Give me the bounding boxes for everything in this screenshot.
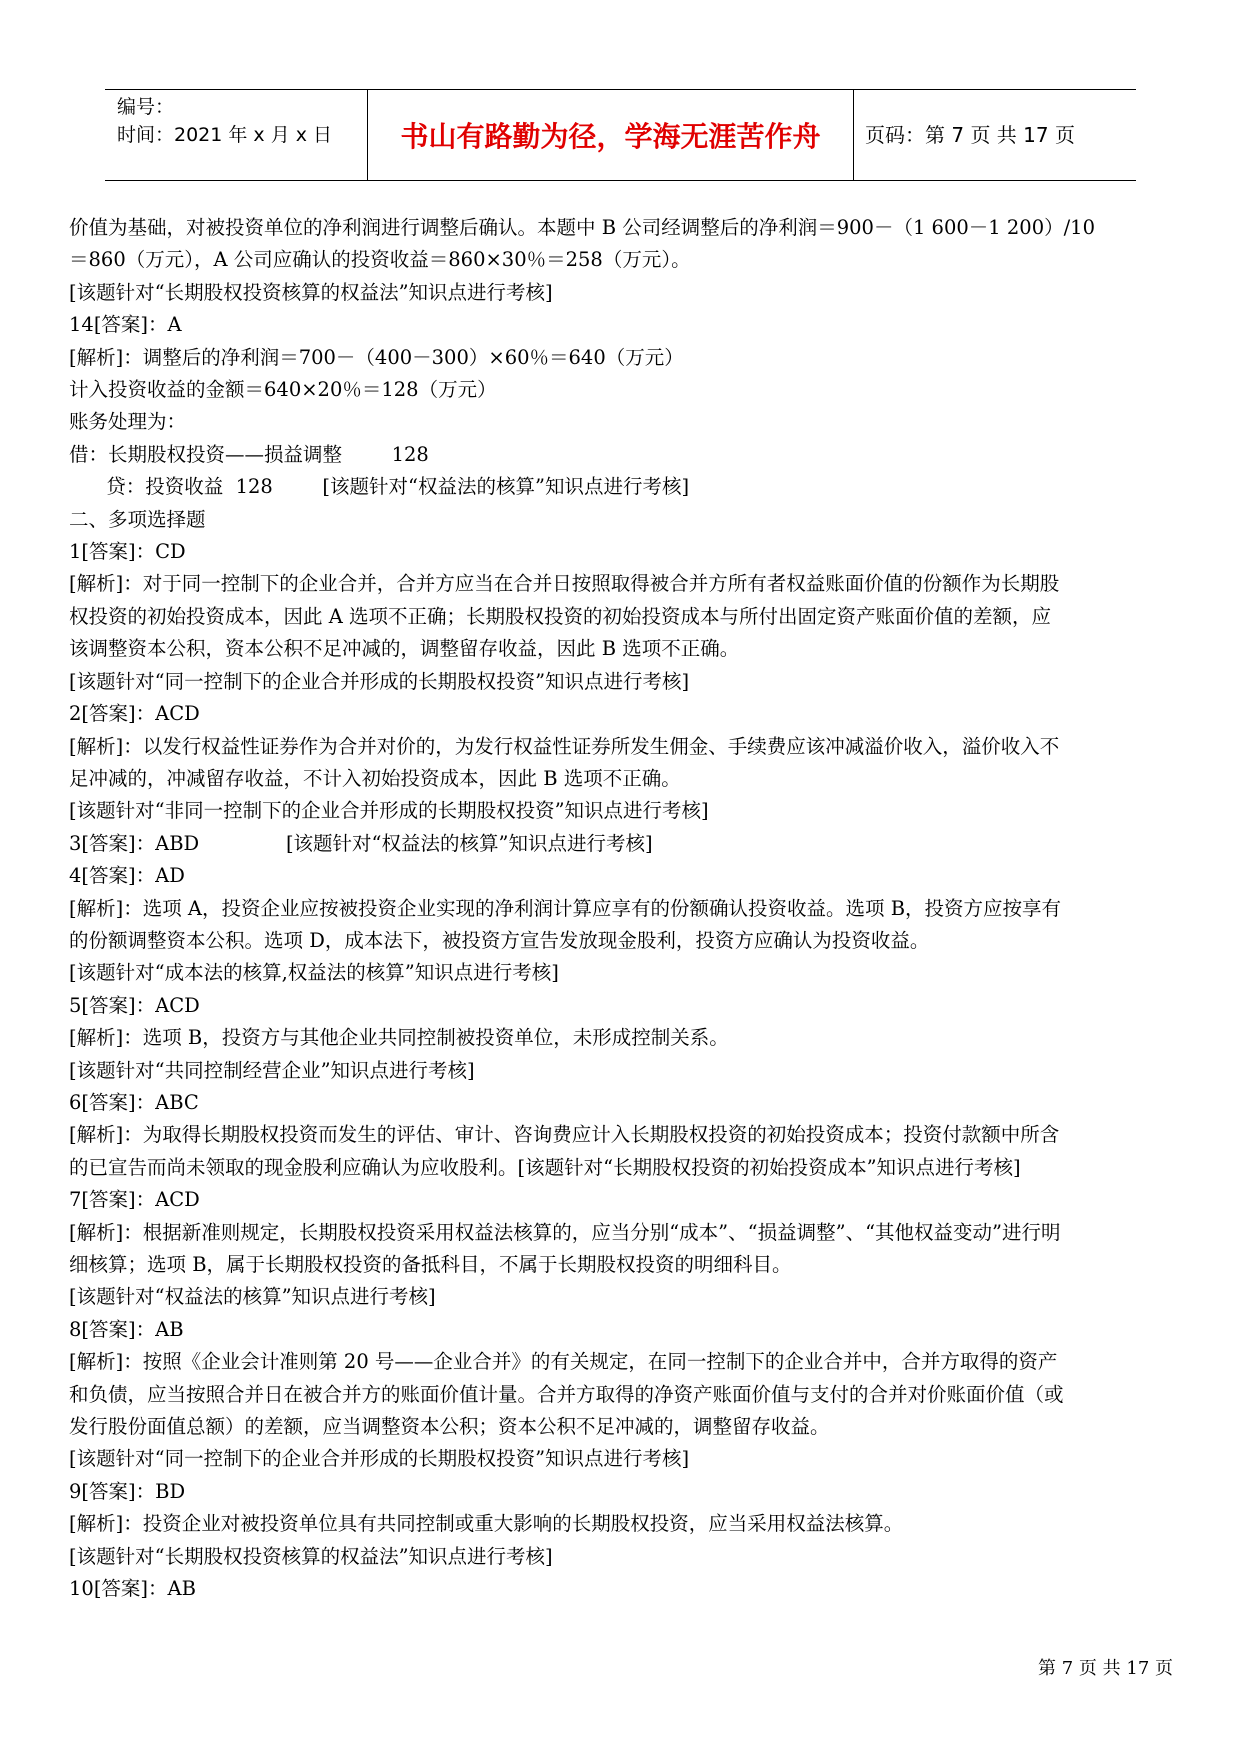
text-line: 的份额调整资本公积。选项 D，成本法下，被投资方宣告发放现金股利，投资方应确认为投资收益。 xyxy=(69,928,930,952)
text-line: 8[答案]：AB xyxy=(69,1317,184,1341)
text-line: [解析]：选项 B，投资方与其他企业共同控制被投资单位，未形成控制关系。 xyxy=(69,1026,729,1050)
text-line: 发行股份面值总额）的差额，应当调整资本公积；资本公积不足冲减的，调整留存收益。 xyxy=(69,1415,830,1439)
header-motto: 书山有路勤为径，学海无涯苦作舟 xyxy=(400,120,821,153)
text-line: 14[答案]：A xyxy=(69,313,182,337)
text-line: 价值为基础，对被投资单位的净利润进行调整后确认。本题中 B 公司经调整后的净利润＝900－（1 600－1 200）/10 xyxy=(69,216,1095,239)
text-line: 9[答案]：BD xyxy=(69,1479,186,1503)
text-line: [该题针对“同一控制下的企业合并形成的长期股权投资”知识点进行考核] xyxy=(69,1447,690,1471)
text-line: 账务处理为： xyxy=(69,410,187,434)
text-line: [该题针对“权益法的核算”知识点进行考核] xyxy=(69,1285,436,1309)
document-number-label: 编号： xyxy=(117,96,175,118)
text-line: [解析]：按照《企业会计准则第 20 号——企业合并》的有关规定，在同一控制下的企业合并中，合并方取得的资产 xyxy=(69,1350,1058,1374)
text-line: [该题针对“同一控制下的企业合并形成的长期股权投资”知识点进行考核] xyxy=(69,669,690,693)
text-line: 3[答案]：ABD [该题针对“权益法的核算”知识点进行考核] xyxy=(69,831,653,855)
document-body xyxy=(69,212,1179,1605)
text-line: [解析]：对于同一控制下的企业合并，合并方应当在合并日按照取得被合并方所有者权益账面价值的份额作为长期股 xyxy=(69,572,1060,596)
text-line: 和负债，应当按照合并日在被合并方的账面价值计量。合并方取得的净资产账面价值与支付的合并对价账面价值（或 xyxy=(69,1382,1064,1406)
text-line: 7[答案]：ACD xyxy=(69,1188,200,1212)
text-line: [该题针对“成本法的核算,权益法的核算”知识点进行考核] xyxy=(69,961,559,985)
text-line: [解析]：调整后的净利润＝700－（400－300）×60％＝640（万元） xyxy=(69,345,684,369)
header-top-rule xyxy=(105,89,1136,90)
text-line: 6[答案]：ABC xyxy=(69,1090,199,1114)
document-time-label: 时间：2021 年 x 月 x 日 xyxy=(117,124,333,146)
text-line: [该题针对“共同控制经营企业”知识点进行考核] xyxy=(69,1058,475,1082)
header-divider-right xyxy=(853,89,854,181)
text-line: [解析]：选项 A，投资企业应按被投资企业实现的净利润计算应享有的份额确认投资收益。选项 B，投资方应按享有 xyxy=(69,896,1062,920)
text-line: 足冲减的，冲减留存收益，不计入初始投资成本，因此 B 选项不正确。 xyxy=(69,766,681,790)
text-line: [解析]：根据新准则规定，长期股权投资采用权益法核算的，应当分别“成本”、“损益调整”、“其他权益变动”进行明 xyxy=(69,1220,1061,1244)
page-header xyxy=(105,89,1136,181)
text-line: 该调整资本公积，资本公积不足冲减的，调整留存收益，因此 B 选项不正确。 xyxy=(69,637,740,661)
text-line: 2[答案]：ACD xyxy=(69,702,200,726)
text-line: [该题针对“长期股权投资核算的权益法”知识点进行考核] xyxy=(69,280,553,304)
text-line: [该题针对“长期股权投资核算的权益法”知识点进行考核] xyxy=(69,1544,553,1568)
text-line: 10[答案]：AB xyxy=(69,1577,196,1601)
text-line: 二、多项选择题 xyxy=(69,507,206,531)
text-line: ＝860（万元），A 公司应确认的投资收益＝860×30％＝258（万元）。 xyxy=(69,248,691,272)
text-line: 细核算；选项 B，属于长期股权投资的备抵科目，不属于长期股权投资的明细科目。 xyxy=(69,1253,792,1276)
header-page-number: 页码：第 7 页 共 17 页 xyxy=(865,123,1075,147)
text-line: [该题针对“非同一控制下的企业合并形成的长期股权投资”知识点进行考核] xyxy=(69,799,709,823)
text-line: 借：长期股权投资——损益调整 128 xyxy=(69,442,429,466)
text-line: 计入投资收益的金额＝640×20％＝128（万元） xyxy=(69,378,497,402)
header-meta xyxy=(117,93,332,149)
text-line: [解析]：为取得长期股权投资而发生的评估、审计、咨询费应计入长期股权投资的初始投资成本；投资付款额中所含 xyxy=(69,1123,1060,1147)
text-line: [解析]：投资企业对被投资单位具有共同控制或重大影响的长期股权投资，应当采用权益法核算。 xyxy=(69,1512,904,1536)
header-bottom-rule xyxy=(105,180,1136,181)
text-line: 1[答案]：CD xyxy=(69,540,186,564)
text-line: 的已宣告而尚未领取的现金股利应确认为应收股利。[该题针对“长期股权投资的初始投资成本”知识点进行考核] xyxy=(69,1155,1021,1179)
text-line: 权投资的初始投资成本，因此 A 选项不正确；长期股权投资的初始投资成本与所付出固定资产账面价值的差额，应 xyxy=(69,604,1051,628)
text-line: 5[答案]：ACD xyxy=(69,993,200,1017)
page-footer: 第 7 页 共 17 页 xyxy=(1038,1658,1173,1679)
text-line: 4[答案]：AD xyxy=(69,864,185,888)
text-line: [解析]：以发行权益性证券作为合并对价的，为发行权益性证券所发生佣金、手续费应该冲减溢价收入，溢价收入不 xyxy=(69,734,1060,758)
text-line: 贷：投资收益 128 [该题针对“权益法的核算”知识点进行考核] xyxy=(69,475,690,499)
